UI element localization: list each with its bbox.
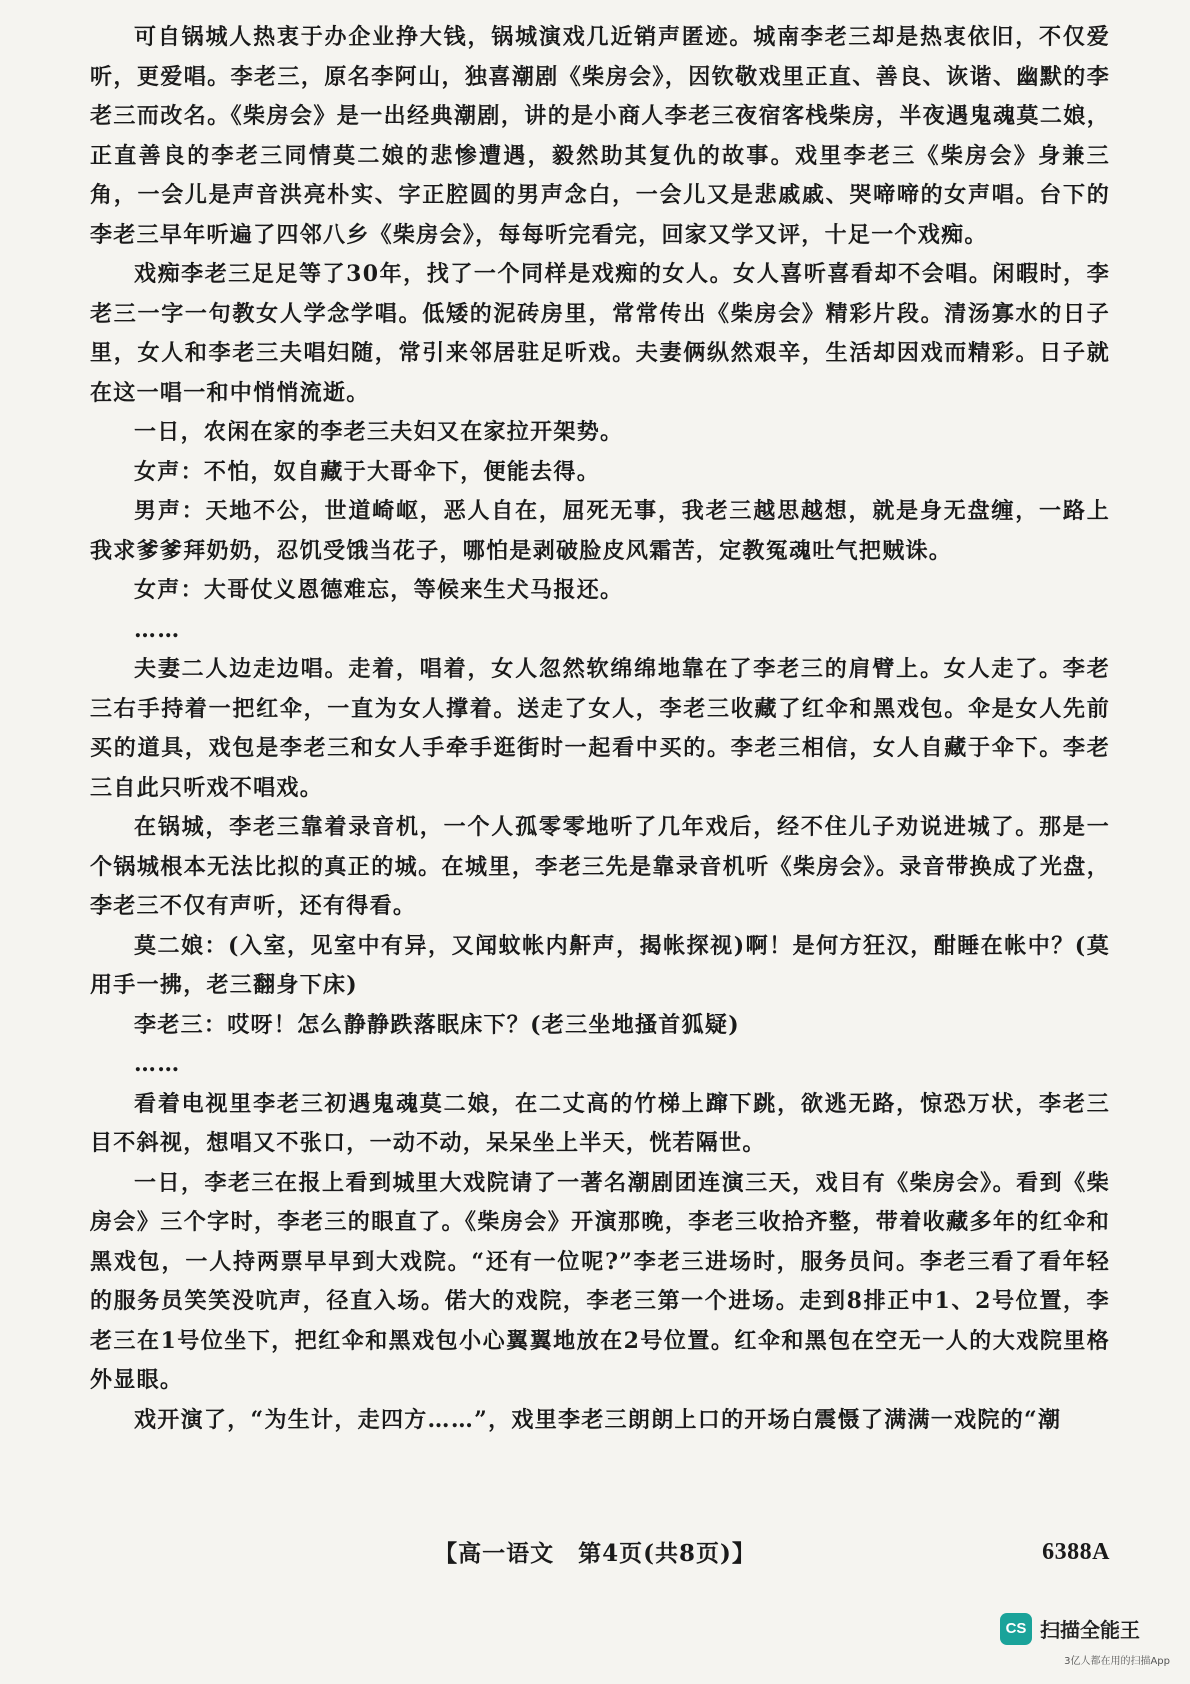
paragraph-7: 一日，李老三在报上看到城里大戏院请了一著名潮剧团连演三天，戏目有《柴房会》。看到《柴房会》三个字时，李老三的眼直了。《柴房会》开演那晚，李老三收拾齐整，带着收藏多年的红伞和黑戏包，一人持两票早早到大戏院。“还有一位呢?”李老三进场时，服务员问。李老三看了看年轻的服务员笑笑没吭声，径直入场。偌大的戏院，李老三第一个进场。走到8排正中1、2号位置，李老三在1号位坐下，把红伞和黑戏包小心翼翼地放在2号位置。红伞和黑包在空无一人的大戏院里格外显眼。	[90, 1169, 1110, 1393]
paragraph-8: 戏开演了，“为生计，走四方……”，戏里李老三朗朗上口的开场白震慑了满满一戏院的“潮	[134, 1406, 1062, 1433]
page-footer	[0, 1531, 1190, 1571]
dialogue-mo-erniang: 莫二娘：(入室，见室中有异，又闻蚊帐内鼾声，揭帐探视)啊！是何方狂汉，酣睡在帐中？(莫用手一拂，老三翻身下床)	[90, 932, 1110, 998]
paragraph-3: 一日，农闲在家的李老三夫妇又在家拉开架势。	[134, 419, 624, 445]
page-body	[90, 18, 1110, 1440]
paragraph-1: 可自锅城人热衷于办企业挣大钱，锅城演戏几近销声匿迹。城南李老三却是热衷依旧，不仅爱听，更爱唱。李老三，原名李阿山，独喜潮剧《柴房会》，因钦敬戏里正直、善良、诙谐、幽默的李老三而改名。《柴房会》是一出经典潮剧，讲的是小商人李老三夜宿客栈柴房，半夜遇鬼魂莫二娘，正直善良的李老三同情莫二娘的悲惨遭遇，毅然助其复仇的故事。戏里李老三《柴房会》身兼三角，一会儿是声音洪亮朴实、字正腔圆的男声念白，一会儿又是悲戚戚、哭啼啼的女声唱。台下的李老三早年听遍了四邻八乡《柴房会》，每每听完看完，回家又学又评，十足一个戏痴。	[90, 24, 1110, 248]
scanner-watermark	[1000, 1610, 1170, 1670]
paragraph-6: 看着电视里李老三初遇鬼魂莫二娘，在二丈高的竹梯上蹿下跳，欲逃无路，惊恐万状，李老三目不斜视，想唱又不张口，一动不动，呆呆坐上半天，恍若隔世。	[90, 1090, 1110, 1156]
page-number-label: 【高一语文 第4页(共8页)】	[434, 1540, 756, 1567]
ellipsis-2: ……	[134, 1051, 181, 1077]
watermark-app-name: 扫描全能王	[1040, 1618, 1140, 1642]
paragraph-5: 在锅城，李老三靠着录音机，一个人孤零零地听了几年戏后，经不住儿子劝说进城了。那是一个锅城根本无法比拟的真正的城。在城里，李老三先是靠录音机听《柴房会》。录音带换成了光盘，李老三不仅有声听，还有得看。	[90, 814, 1110, 919]
watermark-tagline: 3亿人都在用的扫描App	[1064, 1656, 1170, 1667]
exam-code: 6388A	[1042, 1539, 1110, 1565]
paragraph-4: 夫妻二人边走边唱。走着，唱着，女人忽然软绵绵地靠在了李老三的肩臂上。女人走了。李老三右手持着一把红伞，一直为女人撑着。送走了女人，李老三收藏了红伞和黑戏包。伞是女人先前买的道具，戏包是李老三和女人手牵手逛街时一起看中买的。李老三相信，女人自藏于伞下。李老三自此只听戏不唱戏。	[90, 656, 1110, 801]
dialogue-li-laosan: 李老三：哎呀！怎么静静跌落眠床下？(老三坐地搔首狐疑)	[134, 1011, 740, 1038]
camscanner-logo-icon: CS	[1000, 1613, 1032, 1645]
dialogue-female-1: 女声：不怕，奴自藏于大哥伞下，便能去得。	[134, 458, 601, 485]
paragraph-2: 戏痴李老三足足等了30年，找了一个同样是戏痴的女人。女人喜听喜看却不会唱。闲暇时，李老三一字一句教女人学念学唱。低矮的泥砖房里，常常传出《柴房会》精彩片段。清汤寡水的日子里，女人和李老三夫唱妇随，常引来邻居驻足听戏。夫妻俩纵然艰辛，生活却因戏而精彩。日子就在这一唱一和中悄悄流逝。	[90, 261, 1110, 406]
dialogue-female-2: 女声：大哥仗义恩德难忘，等候来生犬马报还。	[134, 577, 624, 603]
dialogue-male-1: 男声：天地不公，世道崎岖，恶人自在，屈死无事，我老三越思越想，就是身无盘缠，一路上我求爹爹拜奶奶，忍饥受饿当花子，哪怕是剥破脸皮风霜苦，定教冤魂吐气把贼诛。	[90, 498, 1110, 564]
ellipsis-1: ……	[134, 616, 181, 643]
